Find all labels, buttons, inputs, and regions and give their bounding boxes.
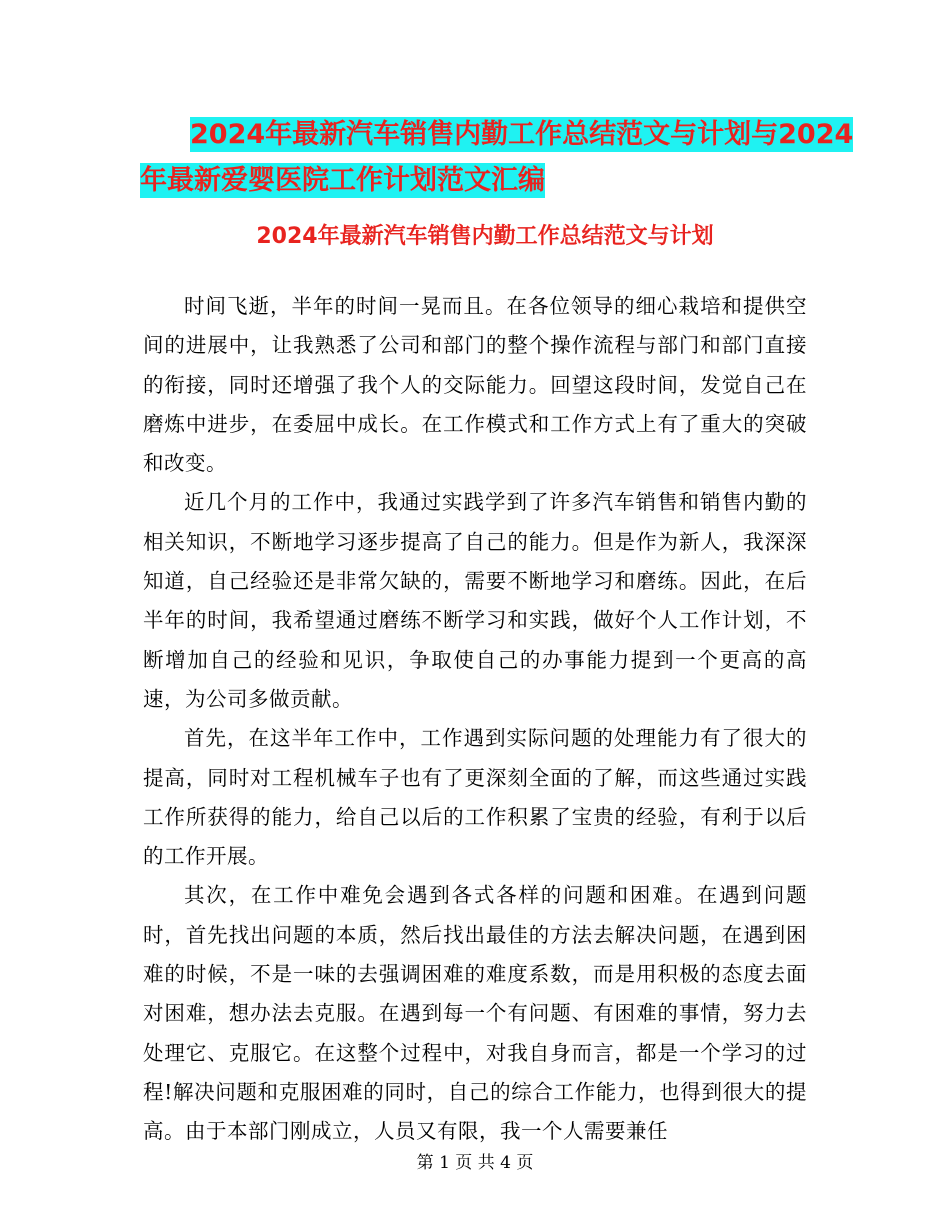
document-body	[143, 287, 807, 1152]
page-footer: 第 1 页 共 4 页	[416, 1153, 534, 1173]
title-highlight-1: 2024年最新汽车销售内勤工作总结范文与计划与2024	[190, 119, 854, 150]
paragraph-1: 时间飞逝，半年的时间一晃而且。在各位领导的细心栽培和提供空间的进展中，让我熟悉了公司和部门的整个操作流程与部门和部门直接的衔接，同时还增强了我个人的交际能力。回望这段时间，发觉自己在磨炼中进步，在委屈中成长。在工作模式和工作方式上有了重大的突破和改变。	[143, 294, 807, 476]
title-highlight-2: 年最新爱婴医院工作计划范文汇编	[140, 165, 545, 196]
paragraph-3: 首先，在这半年工作中，工作遇到实际问题的处理能力有了很大的提高，同时对工程机械车子也有了更深刻全面的了解，而这些通过实践工作所获得的能力，给自己以后的工作积累了宝贵的经验，有利于以后的工作开展。	[143, 726, 807, 869]
document-title	[140, 112, 854, 204]
paragraph-4: 其次，在工作中难免会遇到各式各样的问题和困难。在遇到问题时，首先找出问题的本质，然后找出最佳的方法去解决问题，在遇到困难的时候，不是一味的去强调困难的难度系数，而是用积极的态度去面对困难，想办法去克服。在遇到每一个有问题、有困难的事情，努力去处理它、克服它。在这整个过程中，对我自身而言，都是一个学习的过程!解决问题和克服困难的同时，自己的综合工作能力，也得到很大的提高。由于本部门刚成立，人员又有限，我一个人需要兼任	[143, 883, 807, 1144]
document-title-line-2	[140, 158, 830, 204]
document-title-line-1	[140, 112, 854, 158]
section-title: 2024年最新汽车销售内勤工作总结范文与计划	[256, 224, 714, 249]
paragraph-2: 近几个月的工作中，我通过实践学到了许多汽车销售和销售内勤的相关知识，不断地学习逐步提高了自己的能力。但是作为新人，我深深知道，自己经验还是非常欠缺的，需要不断地学习和磨练。因此，在后半年的时间，我希望通过磨练不断学习和实践，做好个人工作计划，不断增加自己的经验和见识，争取使自己的办事能力提到一个更高的高速，为公司多做贡献。	[143, 490, 807, 711]
